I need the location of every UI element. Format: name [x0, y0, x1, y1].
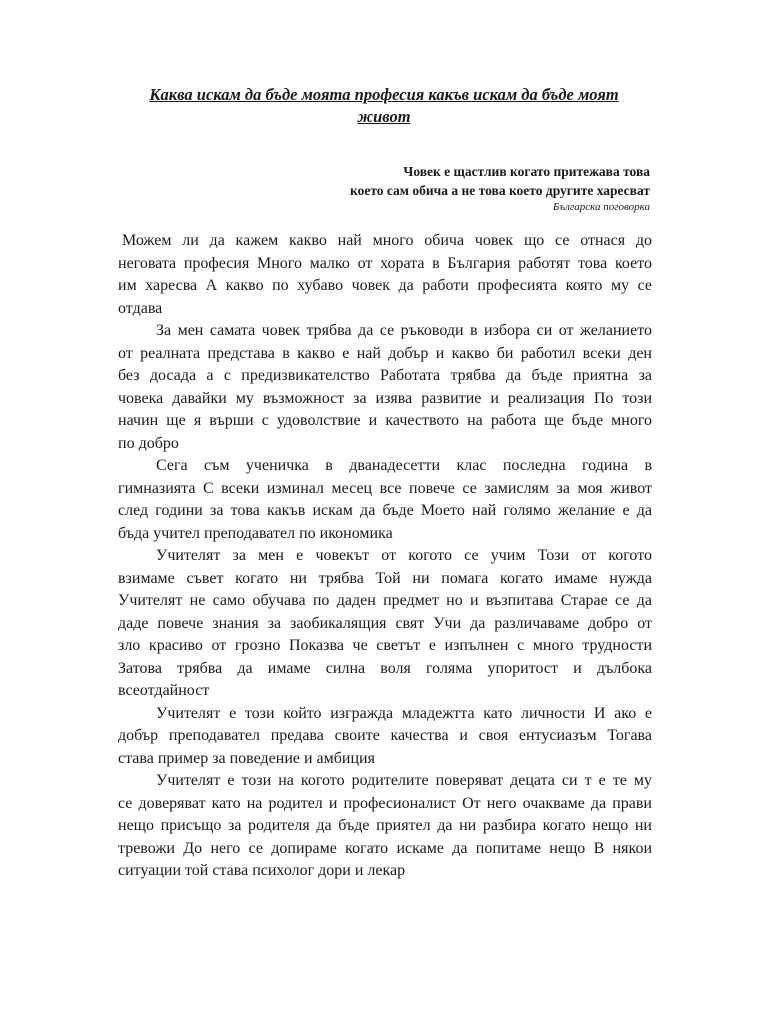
text-line: Сега съм ученичка в дванадесетти клас последна година в — [156, 457, 652, 474]
title-line: Каква искам да бъде моята професия какъв искам да бъде моят — [149, 85, 619, 104]
text-line: нещо присъщо за родителя да бъде приятел да ни разбира когато нещо ни — [118, 817, 652, 834]
text-line: Можем ли да кажем какво най много обича човек що се отнася до — [122, 232, 652, 249]
text-line: даде повече знания за заобикалящия свят Учи да различаваме добро от — [118, 614, 652, 632]
epigraph-line: което сам обича а не това което другите харесват — [349, 183, 650, 198]
document-title — [110, 84, 658, 128]
text-line: зло красиво от грозно Показва че светът е изпълнен с много трудности — [118, 637, 652, 654]
text-line: човека давайки му възможност за изява развитие и реализация По този — [118, 389, 652, 407]
text-line: се доверяват като на родител и професионалист От него очакваме да прави — [118, 794, 652, 812]
epigraph — [350, 162, 650, 214]
text-line: без досада а с предизвикателство Работата трябва да бъде приятна за — [118, 367, 652, 384]
text-line: отдава — [118, 299, 163, 317]
text-line: Затова трябва да имаме силна воля голяма упоритост и дълбока — [118, 659, 652, 677]
text-line: от реалната представа в какво е най добър и какво би работил всеки ден — [118, 344, 652, 362]
paragraph — [118, 770, 652, 883]
paragraph — [118, 545, 652, 703]
epigraph-line: Човек е щастлив когато притежава това — [403, 164, 650, 179]
paragraph — [118, 230, 652, 320]
text-line: Учителят не само обучава по даден предмет но и възпитава Старае се да — [118, 592, 652, 609]
text-line: неговата професия Много малко от хората в България работят това което — [118, 254, 652, 272]
text-line: става пример за поведение и амбиция — [118, 749, 375, 767]
text-line: бъда учител преподавател по икономика — [118, 524, 393, 542]
paragraph — [118, 455, 652, 545]
text-line: Учителят е този който изгражда младежтта като личности И ако е — [156, 704, 652, 722]
paragraph — [118, 703, 652, 771]
text-line: взимаме съвет когато ни трябва Той ни помага когато имаме нужда — [118, 569, 652, 587]
text-line: За мен самата човек трябва да се ръководи в избора си от желанието — [156, 322, 652, 339]
text-line: по добро — [118, 434, 179, 452]
text-line: Учителят е този на когото родителите поверяват децата си т е те му — [156, 772, 652, 789]
text-line: ситуации той става психолог дори и лекар — [118, 862, 406, 879]
text-line: начин ще я върши с удоволствие и качеството на работа ще бъде много — [118, 412, 652, 429]
epigraph-source: Българска поговорка — [552, 201, 650, 213]
text-line: всеотдайност — [118, 682, 210, 699]
title-line: живот — [357, 107, 411, 126]
text-line: тревожи До него се допираме когато искаме да попитаме нещо В някои — [118, 839, 652, 857]
text-line: гимназията С всеки изминал месец все повече се замислям за моя живот — [118, 479, 652, 497]
text-line: добър преподавател предава своите качества и своя ентусиазъм Тогава — [118, 727, 652, 744]
document-body — [118, 230, 652, 883]
paragraph — [118, 320, 652, 455]
text-line: след години за това какъв искам да бъде Моето най голямо желание е да — [118, 502, 652, 519]
text-line: им харесва А какво по хубаво човек да работи професията която му се — [118, 277, 652, 294]
text-line: Учителят за мен е човекът от когото се учим Този от когото — [156, 547, 652, 564]
